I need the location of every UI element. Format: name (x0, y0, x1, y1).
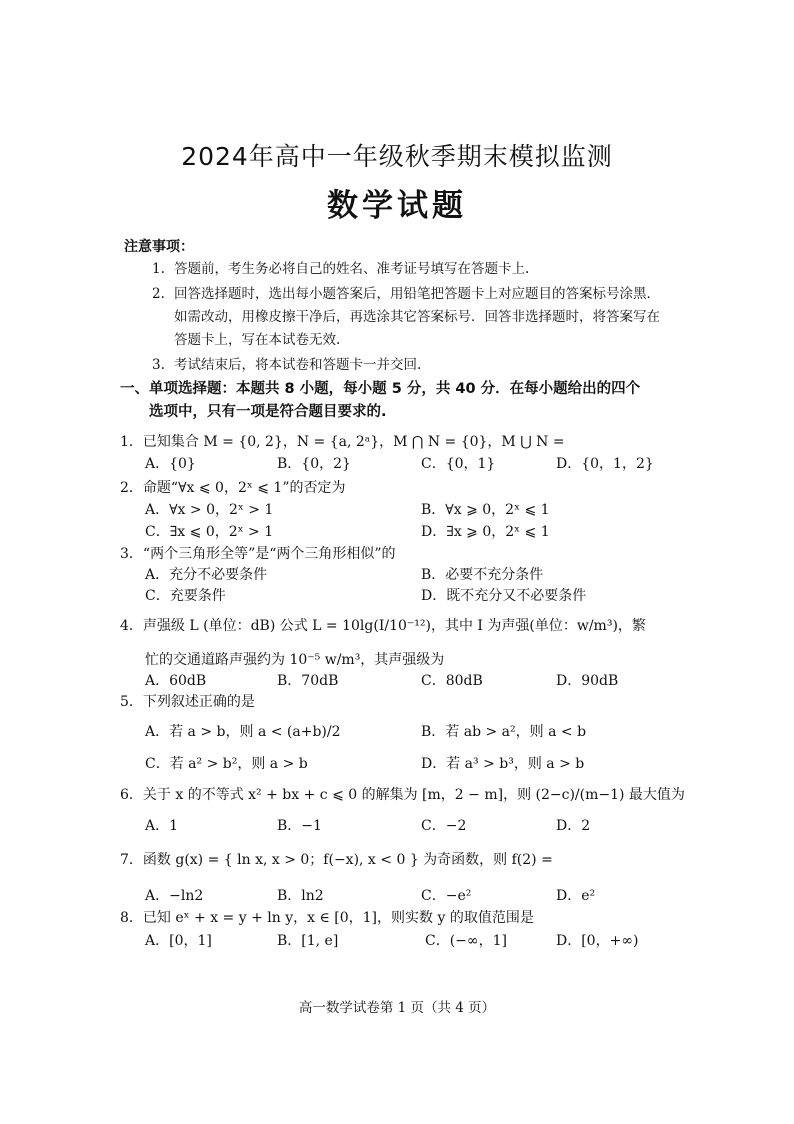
section-line-2: 选项中，只有一项是符合题目要求的. (149, 404, 387, 420)
q6-option-a: A．1 (145, 818, 179, 834)
q1-option-a: A．{0} (145, 456, 196, 472)
q8-option-b: B．[1, e] (277, 933, 339, 949)
section-line-1: 一、单项选择题：本题共 8 小题，每小题 5 分，共 40 分．在每小题给出的四个 (120, 381, 641, 397)
note-text: 答题前，考生务必将自己的姓名、准考证号填写在答题卡上. (174, 261, 530, 277)
question-4-stem: 4．声强级 L (单位：dB) 公式 L = 10lg(I/10⁻¹²)，其中 I 为声强(单位：w/m³)，繁 (120, 618, 646, 634)
q7-option-d: D．e² (556, 888, 596, 904)
note-number: 2. (152, 286, 165, 302)
notes-heading: 注意事项： (124, 239, 194, 255)
q4-option-c: C．80dB (421, 673, 483, 689)
question-1-stem: 1．已知集合 M = {0, 2}，N = {a, 2ᵃ}，M ⋂ N = {0}，M ⋃ N = (120, 434, 565, 450)
note-item (152, 258, 672, 281)
q6-option-c: C．−2 (421, 818, 467, 834)
page-footer: 高一数学试卷第 1 页（共 4 页） (298, 1000, 496, 1016)
q1-option-c: C．{0，1} (421, 456, 496, 472)
question-6-stem: 6．关于 x 的不等式 x² + bx + c ⩽ 0 的解集为 [m，2 − m]，则 (2−c)/(m−1) 最大值为 (120, 787, 685, 803)
q8-option-a: A．[0，1] (145, 933, 212, 949)
subject-title: 数学试题 (327, 188, 467, 224)
q6-option-d: D．2 (556, 818, 591, 834)
q2-option-b: B．∀x ⩾ 0，2ˣ ⩽ 1 (421, 502, 550, 518)
note-text: 回答选择题时，选出每小题答案后，用铅笔把答题卡上对应题目的答案标号涂黑．如需改动，用橡皮擦干净后，再选涂其它答案标号．回答非选择题时，将答案写在答题卡上，写在本试卷无效. (174, 286, 660, 348)
section-heading (120, 378, 680, 424)
note-number: 1. (152, 261, 165, 277)
question-4-stem-line-2: 忙的交通道路声强约为 10⁻⁵ w/m³，其声强级为 (145, 652, 445, 668)
q8-option-c: C．(−∞，1] (425, 933, 507, 949)
question-3-stem: 3．“两个三角形全等”是“两个三角形相似”的 (120, 546, 396, 562)
q3-option-d: D．既不充分又不必要条件 (421, 588, 587, 604)
q1-option-d: D．{0，1，2} (556, 456, 654, 472)
q1-option-b: B．{0，2} (277, 456, 351, 472)
q3-option-a: A．充分不必要条件 (145, 567, 268, 583)
exam-title: 2024年高中一年级秋季期末模拟监测 (181, 142, 613, 171)
q7-option-c: C．−e² (421, 888, 472, 904)
q6-option-b: B．−1 (277, 818, 322, 834)
q3-option-c: C．充要条件 (145, 588, 226, 604)
q7-option-b: B．ln2 (277, 888, 324, 904)
q2-option-d: D．∃x ⩾ 0，2ˣ ⩽ 1 (421, 524, 550, 540)
q4-option-b: B．70dB (277, 673, 339, 689)
q8-option-d: D．[0，+∞) (556, 933, 639, 949)
q4-option-d: D．90dB (556, 673, 619, 689)
q5-option-d: D．若 a³ > b³，则 a > b (421, 756, 585, 772)
q4-option-a: A．60dB (145, 673, 207, 689)
q5-option-b: B．若 ab > a²，则 a < b (421, 724, 587, 740)
question-2-stem: 2．命题“∀x ⩽ 0，2ˣ ⩽ 1”的否定为 (120, 480, 346, 496)
q7-option-a: A．−ln2 (145, 888, 204, 904)
note-number: 3. (152, 357, 165, 373)
note-item (152, 283, 672, 352)
q3-option-b: B．必要不充分条件 (421, 567, 544, 583)
q2-option-a: A．∀x > 0，2ˣ > 1 (145, 502, 274, 518)
q2-option-c: C．∃x ⩽ 0，2ˣ > 1 (145, 524, 274, 540)
note-text: 考试结束后，将本试卷和答题卡一并交回. (174, 357, 422, 373)
q5-option-a: A．若 a > b，则 a < (a+b)/2 (145, 724, 341, 740)
q5-option-c: C．若 a² > b²，则 a > b (145, 756, 308, 772)
note-item (152, 354, 672, 377)
question-8-stem: 8．已知 eˣ + x = y + ln y，x ∈ [0，1]，则实数 y 的取值范围是 (120, 910, 534, 926)
question-5-stem: 5．下列叙述正确的是 (120, 694, 255, 710)
question-7-stem: 7．函数 g(x) = { ln x, x > 0；f(−x), x < 0 } 为奇函数，则 f(2) = (120, 852, 553, 868)
